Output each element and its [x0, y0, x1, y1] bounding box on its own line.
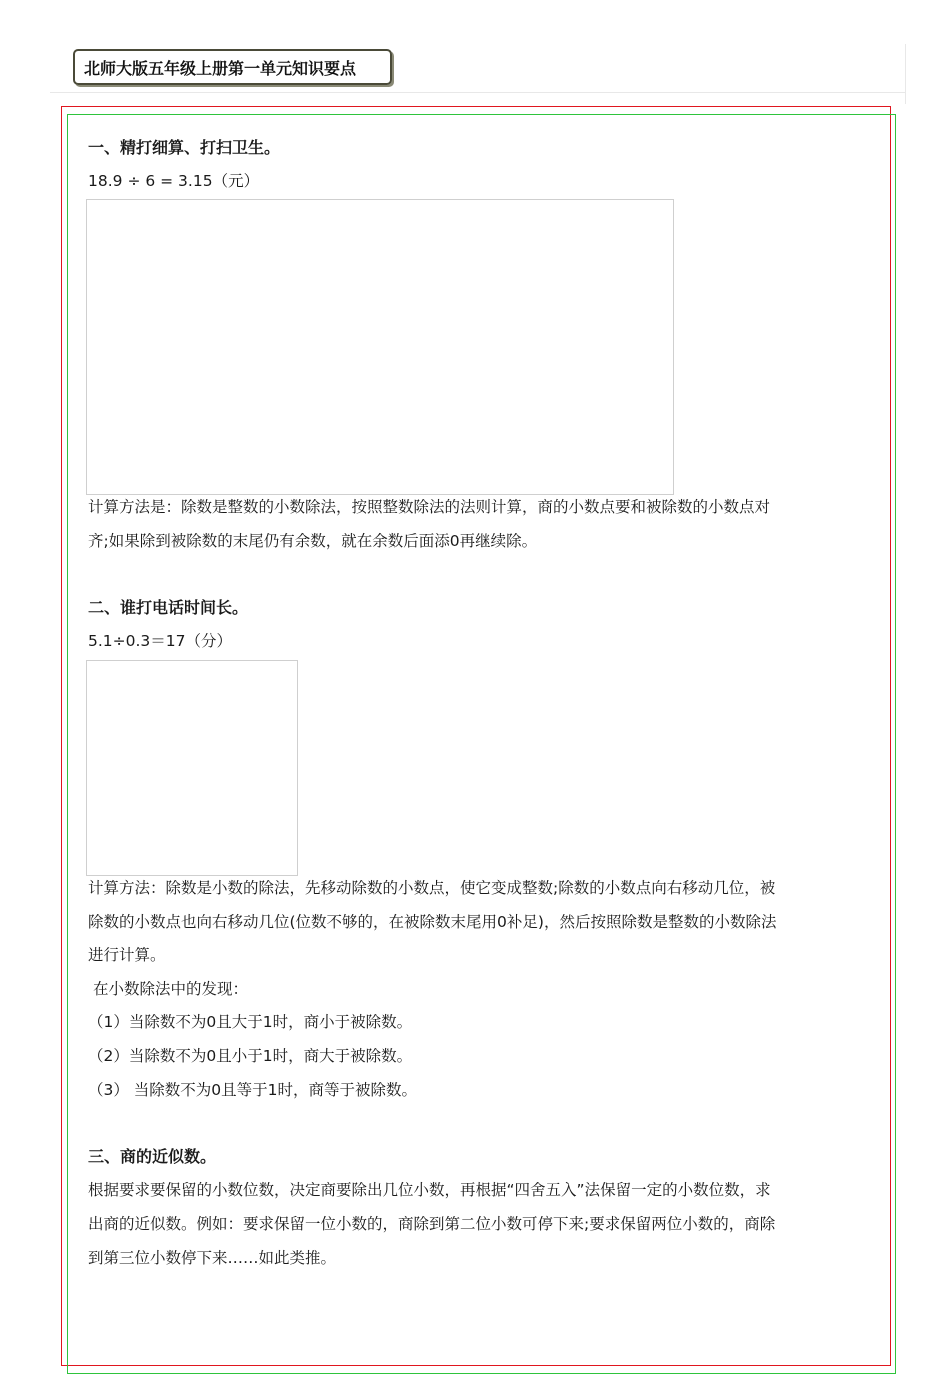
section2-method-line2: 除数的小数点也向右移动几位(位数不够的，在被除数末尾用0补足)，然后按照除数是整数的小数除法: [88, 913, 777, 931]
discovery-item: （3） 当除数不为0且等于1时，商等于被除数。: [88, 1081, 418, 1099]
document-title: 北师大版五年级上册第一单元知识要点: [73, 49, 392, 85]
section1-equation: 18.9 ÷ 6 = 3.15（元）: [88, 172, 260, 190]
section1-method-line1: 计算方法是：除数是整数的小数除法，按照整数除法的法则计算，商的小数点要和被除数的小数点对: [88, 498, 771, 516]
discovery-item: （1）当除数不为0且大于1时，商小于被除数。: [88, 1013, 413, 1031]
section3-line2: 出商的近似数。例如：要求保留一位小数的，商除到第二位小数可停下来;要求保留两位小数的，商除: [88, 1215, 776, 1233]
section1-method-line2: 齐;如果除到被除数的末尾仍有余数，就在余数后面添0再继续除。: [88, 532, 538, 550]
section3-line3: 到第三位小数停下来……如此类推。: [88, 1249, 337, 1267]
discovery-title: 在小数除法中的发现：: [93, 980, 249, 998]
discovery-item: （2）当除数不为0且小于1时，商大于被除数。: [88, 1047, 413, 1065]
section2-method-line3: 进行计算。: [88, 946, 166, 964]
section3-line1: 根据要求要保留的小数位数，决定商要除出几位小数，再根据“四舍五入”法保留一定的小数位数，求: [88, 1181, 771, 1199]
section2-method-line1: 计算方法：除数是小数的除法，先移动除数的小数点，使它变成整数;除数的小数点向右移动几位，被: [88, 879, 776, 897]
section3-heading: 三、商的近似数。: [88, 1147, 217, 1166]
header-divider: [50, 92, 906, 93]
right-margin-line: [905, 44, 906, 104]
section1-heading: 一、精打细算、打扫卫生。: [88, 138, 281, 157]
section2-heading: 二、谁打电话时间长。: [88, 598, 249, 617]
section2-image: [86, 660, 298, 876]
section1-image: [86, 199, 674, 495]
section2-equation: 5.1÷0.3＝17（分）: [88, 632, 233, 650]
